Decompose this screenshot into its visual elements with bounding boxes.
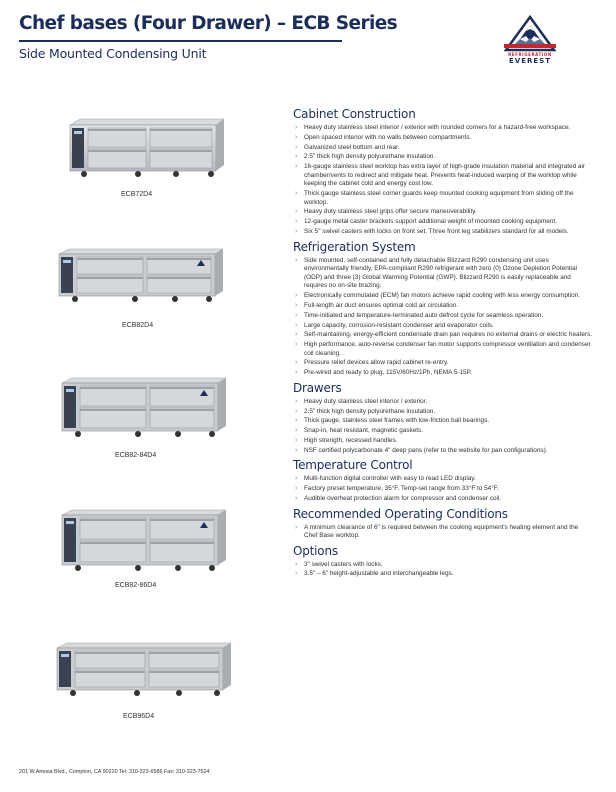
list-item: › High strength, recessed handles. [293, 437, 593, 446]
list-item: › Large capacity, corrosion-resistant condenser and evaporator coils. [293, 322, 593, 331]
feature-list [293, 257, 593, 378]
title-divider [19, 40, 342, 42]
feature-list [293, 524, 593, 541]
list-item: › Pre-wired and ready to plug, 115V/60Hz/1Ph, NEMA 5-15P. [293, 369, 593, 378]
product-image-ecb82d4 [55, 248, 225, 329]
list-item: › 3.5" – 6" height-adjustable and interchangeable legs. [293, 570, 593, 579]
feature-list [293, 124, 593, 237]
specifications [293, 106, 593, 581]
chef-base-illustration-icon [58, 377, 228, 439]
feature-list [293, 398, 593, 456]
list-item: › Heavy duty stainless steel interior / exterior. [293, 398, 593, 407]
feature-list [293, 475, 593, 503]
section-options [293, 543, 593, 579]
model-label: ECB82-86D4 [115, 582, 157, 589]
list-item: › Side mounted, self-contained and fully detachable Blizzard R290 condensing unit uses environmentally friendly, EPA-compliant R290 refrigerant with zero (0) Ozone Depletion Potential (ODP) and three (3) Global Warming Potential (GWP). Blizzard R290 is easily replaceable and requires no on-site brazing. [293, 257, 593, 291]
section-heading: Cabinet Construction [293, 107, 416, 121]
list-item: › Electronically commutated (ECM) fan motors achieve rapid cooling with less energy consumption. [293, 292, 593, 301]
section-heading: Temperature Control [293, 458, 413, 473]
section-drawers [293, 380, 593, 456]
chef-base-illustration-icon [66, 117, 226, 179]
list-item: › Galvanized steel bottom and rear. [293, 144, 593, 153]
chef-base-illustration-icon [55, 248, 225, 304]
footer-contact: 201 W.Artesia Blvd., Compton, CA 90220 Tel: 310-323-6586 Fax: 310-323-7524 [19, 769, 210, 775]
feature-list [293, 561, 593, 579]
list-item: › Full-length air duct ensures optimal cold air circulation. [293, 302, 593, 311]
section-refrigeration-system [293, 239, 593, 378]
section-heading: Options [293, 543, 338, 558]
list-item: › Heavy duty stainless steel interior / exterior with rounded corners for a hazard-free workspace. [293, 124, 593, 133]
list-item: › A minimum clearance of 6" is required between the cooking equipment's heating element and the Chef Base worktop. [293, 524, 593, 541]
everest-logo [500, 14, 560, 66]
product-image-ecb96d4 [53, 642, 233, 720]
list-item: › Multi-function digital controller with easy to read LED display. [293, 475, 593, 484]
section-cabinet-construction [293, 106, 593, 237]
list-item: › Time-initiated and temperature-terminated auto defrost cycle for seamless operation. [293, 312, 593, 321]
product-image-ecb72d4 [66, 117, 226, 198]
section-temperature-control [293, 457, 593, 503]
logo-text [500, 52, 560, 65]
list-item: › Self-maintaining, energy-efficient condensate drain pan requires no external drains or electric heaters. [293, 331, 593, 340]
list-item: › Audible overheat protection alarm for compressor and condenser coil. [293, 495, 593, 504]
list-item: › High performance, auto-reverse condenser fan motor supports compressor ventilation and condenser coil cleaning. [293, 341, 593, 358]
logo-brand: EVEREST [509, 57, 551, 65]
list-item: › Thick gauge, stainless steel frames with low-friction ball bearings. [293, 417, 593, 426]
model-label: ECB82D4 [122, 322, 154, 329]
list-item: › 16-gauge stainless steel worktop has extra layer of high-grade insulation material and integrated air chamber/vents to redirect and mitigate heat. Prevents heat-induced warping of the worktop while keeping the cabinet cold and energy cost low. [293, 163, 593, 189]
list-item: › Thick gauge stainless steel corner guards keep mounted cooking equipment from sliding off the worktop. [293, 190, 593, 207]
model-label: ECB72D4 [121, 191, 153, 198]
section-recommended-operating-conditions [293, 506, 593, 541]
product-image-ecb82-84d4 [58, 377, 228, 459]
product-image-ecb82-86d4 [58, 509, 228, 589]
mountain-peak-logo-icon [500, 14, 560, 54]
section-heading: Drawers [293, 380, 342, 395]
list-item: › Six 5" swivel casters with locks on front set. Three front leg stabilizers standard for all models. [293, 228, 593, 237]
list-item: › Heavy duty stainless steel grips offer secure maneuverability. [293, 208, 593, 217]
list-item: › Pressure relief devices allow rapid cabinet re-entry. [293, 359, 593, 368]
model-label: ECB96D4 [123, 713, 155, 720]
page-subtitle: Side Mounted Condensing Unit [19, 46, 207, 61]
page-title: Chef bases (Four Drawer) – ECB Series [19, 13, 398, 34]
section-heading: Refrigeration System [293, 239, 416, 254]
list-item: › 2.5" thick high density polyurethane insulation. [293, 408, 593, 417]
chef-base-illustration-icon [58, 509, 228, 573]
section-heading: Recommended Operating Conditions [293, 506, 508, 521]
chef-base-illustration-icon [53, 642, 233, 698]
list-item: › Snap-in, heat resistant, magnetic gaskets. [293, 427, 593, 436]
model-label: ECB82-84D4 [115, 452, 157, 459]
list-item: › 12-gauge metal caster brackets support additional weight of mounted cooking equipment. [293, 218, 593, 227]
list-item: › 2.5" thick high density polyurethane insulation. [293, 153, 593, 162]
list-item: › Open spaced interior with no walls between compartments. [293, 134, 593, 143]
list-item: › NSF certified polycarbonate 4" deep pans (refer to the website for pan configurations). [293, 447, 593, 456]
list-item: › 3" swivel casters with locks. [293, 561, 593, 570]
logo-tagline: REFRIGERATION [508, 52, 552, 57]
list-item: › Factory preset temperature, 35°F. Temp-set range from 33°F to 54°F. [293, 485, 593, 494]
